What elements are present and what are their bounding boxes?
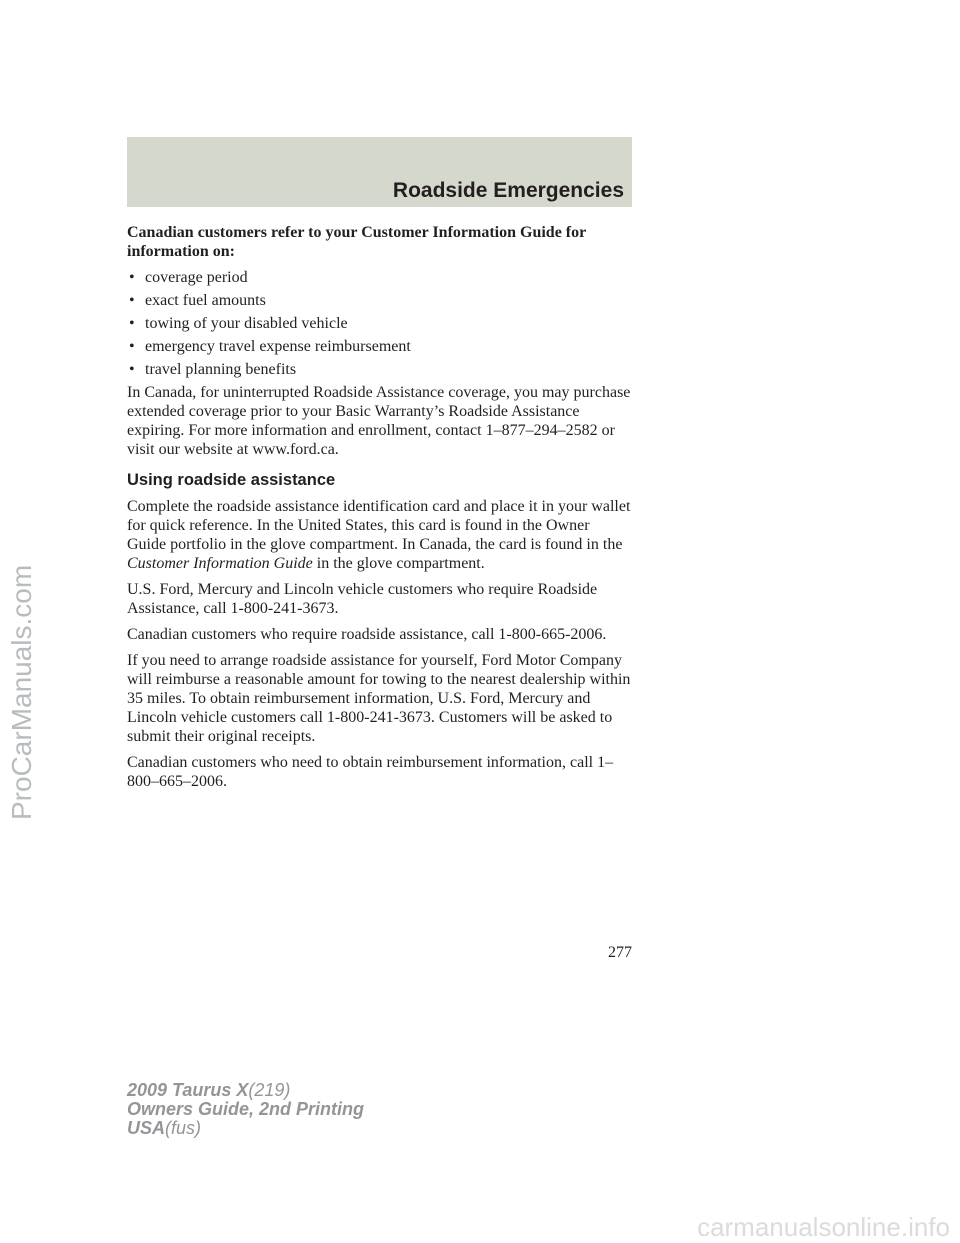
intro-paragraph: Canadian customers refer to your Customer Information Guide for information on: bbox=[127, 224, 586, 260]
canada-reimbursement-paragraph: Canadian customers who need to obtain reimbursement information, call 1–800–665–2006. bbox=[127, 754, 614, 790]
list-item bbox=[127, 268, 632, 287]
footer-line-2: Owners Guide, 2nd Printing bbox=[127, 1099, 365, 1119]
reimbursement-paragraph: If you need to arrange roadside assistance for yourself, Ford Motor Company will reimburse a reasonable amount for towing to the nearest dealership within 35 miles. To obtain reimbursement information, U.S. Ford, Mercury and Lincoln vehicle customers call 1-800-241-3673. Customers will be asked to submit their original receipts. bbox=[127, 652, 631, 745]
canada-call-paragraph: Canadian customers who require roadside assistance, call 1-800-665-2006. bbox=[127, 626, 607, 643]
list-item bbox=[127, 337, 632, 356]
guide-title-italic: Customer Information Guide bbox=[127, 555, 313, 572]
list-item-text: exact fuel amounts bbox=[145, 292, 266, 309]
section-header-band bbox=[127, 137, 632, 207]
footer-line-3 bbox=[127, 1119, 364, 1138]
subheading: Using roadside assistance bbox=[127, 471, 336, 489]
bullet-list bbox=[127, 268, 632, 379]
bullet-icon: • bbox=[129, 269, 135, 286]
bottom-watermark: carmanualsonline.info bbox=[697, 1212, 950, 1242]
list-item-text: travel planning benefits bbox=[145, 361, 297, 378]
footer-market-code: (fus) bbox=[165, 1118, 202, 1138]
side-watermark: ProCarManuals.com bbox=[6, 564, 37, 820]
id-card-text-after: in the glove compartment. bbox=[316, 555, 485, 572]
id-card-paragraph bbox=[127, 497, 632, 573]
canada-coverage-paragraph: In Canada, for uninterrupted Roadside Assistance coverage, you may purchase extended coverage prior to your Basic Warranty’s Roadside Assistance expiring. For more information and enrollment, contact 1–877–294–2582 or visit our website at www.ford.ca. bbox=[127, 384, 631, 458]
bullet-icon: • bbox=[129, 338, 135, 355]
bullet-icon: • bbox=[129, 361, 135, 378]
list-item bbox=[127, 314, 632, 333]
footer-line-1 bbox=[127, 1081, 364, 1100]
us-call-paragraph: U.S. Ford, Mercury and Lincoln vehicle customers who require Roadside Assistance, call 1-800-241-3673. bbox=[127, 581, 598, 617]
footer-market: USA bbox=[127, 1118, 166, 1138]
list-item-text: coverage period bbox=[145, 269, 248, 286]
list-item-text: towing of your disabled vehicle bbox=[145, 315, 348, 332]
bullet-icon: • bbox=[129, 315, 135, 332]
page-number: 277 bbox=[608, 944, 632, 961]
document-footer bbox=[127, 1081, 364, 1138]
footer-model: 2009 Taurus X bbox=[127, 1080, 249, 1100]
id-card-text-before: Complete the roadside assistance identification card and place it in your wallet for quick reference. In the United States, this card is found in the Owner Guide portfolio in the glove compartment. In Canada, the card is found in the bbox=[127, 498, 631, 553]
section-title: Roadside Emergencies bbox=[392, 179, 624, 202]
page-content bbox=[127, 223, 632, 798]
list-item-text: emergency travel expense reimbursement bbox=[145, 338, 411, 355]
list-item bbox=[127, 291, 632, 310]
bullet-icon: • bbox=[129, 292, 135, 309]
footer-model-code: (219) bbox=[248, 1080, 291, 1100]
list-item bbox=[127, 360, 632, 379]
